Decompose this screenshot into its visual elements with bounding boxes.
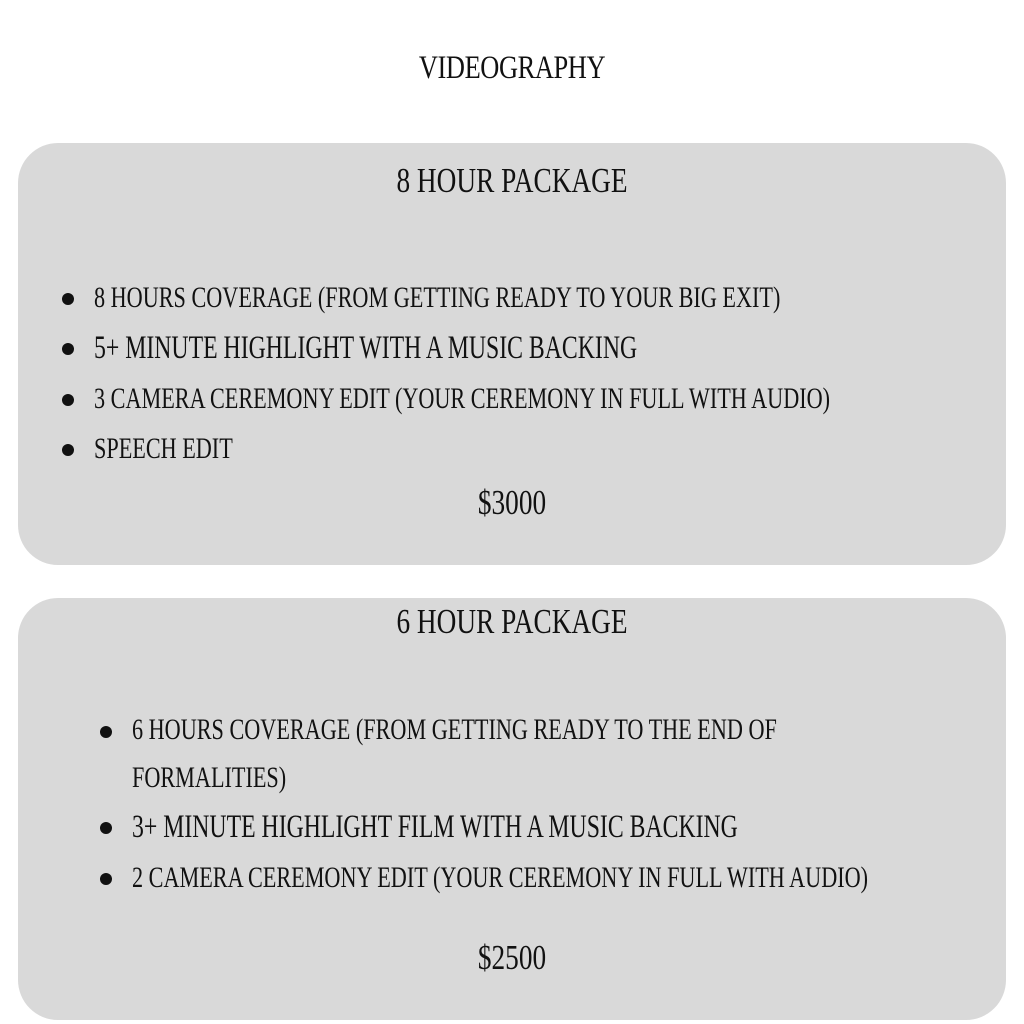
feature-text: 8 HOURS COVERAGE (FROM GETTING READY TO YOUR BIG EXIT): [94, 281, 781, 314]
feature-list: [60, 273, 980, 474]
feature-item: [60, 374, 980, 424]
feature-list: [98, 706, 938, 903]
feature-item: [60, 323, 980, 374]
feature-item: [60, 273, 980, 323]
feature-item: [98, 853, 938, 903]
bullet-icon: [100, 873, 112, 885]
bullet-icon: [62, 343, 74, 355]
feature-text: 3 CAMERA CEREMONY EDIT (YOUR CEREMONY IN FULL WITH AUDIO): [94, 382, 831, 415]
feature-text: 3+ MINUTE HIGHLIGHT FILM WITH A MUSIC BACKING: [132, 809, 738, 845]
page-title: VIDEOGRAPHY: [418, 50, 606, 86]
package-price: $2500: [477, 938, 547, 977]
package-title: 6 HOUR PACKAGE: [396, 602, 628, 641]
feature-item: [98, 802, 938, 853]
feature-text: 5+ MINUTE HIGHLIGHT WITH A MUSIC BACKING: [94, 330, 638, 366]
bullet-icon: [62, 444, 74, 456]
package-price: $3000: [477, 483, 547, 522]
bullet-icon: [62, 394, 74, 406]
package-card-6-hour: [18, 598, 1006, 1020]
feature-text: SPEECH EDIT: [94, 432, 233, 465]
bullet-icon: [100, 726, 112, 738]
feature-item: [60, 424, 980, 474]
package-title: 8 HOUR PACKAGE: [396, 161, 628, 200]
bullet-icon: [100, 822, 112, 834]
package-card-8-hour: [18, 143, 1006, 565]
feature-text: 2 CAMERA CEREMONY EDIT (YOUR CEREMONY IN FULL WITH AUDIO): [132, 861, 869, 894]
bullet-icon: [62, 293, 74, 305]
feature-item: [98, 706, 938, 802]
feature-text: 6 HOURS COVERAGE (FROM GETTING READY TO THE END OF FORMALITIES): [132, 713, 777, 794]
